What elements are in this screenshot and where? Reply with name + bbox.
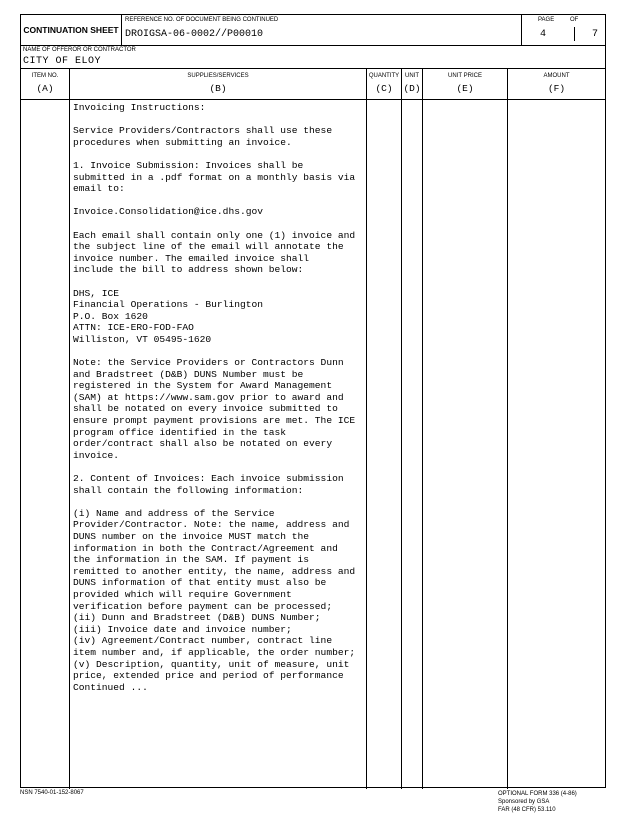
reference-value: DROIGSA-06-0002//P00010 (125, 29, 264, 40)
column-label: ITEM NO. (31, 73, 59, 79)
column-label: AMOUNT (543, 73, 570, 79)
paragraph: Service Providers/Contractors shall use these procedures when submitting an invoice. (73, 125, 333, 148)
column-label: QUANTITY (368, 73, 400, 79)
invoice-email: Invoice.Consolidation@ice.dhs.gov (73, 206, 263, 218)
column-divider (507, 69, 508, 789)
page-number: 4 (540, 29, 547, 40)
column-divider (422, 69, 423, 789)
form-line: OPTIONAL FORM 336 (4-86) (498, 791, 577, 797)
column-letter: (E) (456, 83, 474, 94)
column-letter: (B) (209, 83, 227, 94)
paragraph: Note: the Service Providers or Contractors Dunn and Bradstreet (D&B) DUNS Number must be registered in the System for Award Management (SAM) at https://www.sam.gov prior to award and shall be notated on every invoice submitted to ensure prompt payment provisions are met. The ICE program office identified in the task order/contract shall also be notated on every invoice. (73, 357, 356, 461)
column-divider (69, 69, 70, 789)
column-header-amount (508, 69, 605, 99)
paragraph: Each email shall contain only one (1) invoice and the subject line of the email will annotate the invoice number. The emailed invoice shall include the bill to address shown below: (73, 229, 356, 276)
paragraph: 1. Invoice Submission: Invoices shall be submitted in a .pdf format on a monthly basis via email to: (73, 159, 356, 195)
column-label: SUPPLIES/SERVICES (187, 73, 249, 79)
paragraph: 2. Content of Invoices: Each invoice submission shall contain the following information: (73, 473, 344, 496)
sheet-title: CONTINUATION SHEET (21, 15, 122, 45)
offeror-label: NAME OF OFFEROR OR CONTRACTOR (23, 47, 136, 53)
page-label: PAGE (538, 17, 555, 23)
column-letter: (D) (403, 83, 421, 94)
supplies-services-text (73, 102, 365, 705)
page-box (521, 15, 606, 45)
column-header-supplies (70, 69, 366, 99)
reference-label: REFERENCE NO. OF DOCUMENT BEING CONTINUED (125, 17, 279, 23)
column-header-unit-price (423, 69, 507, 99)
column-letter: (F) (547, 83, 566, 94)
bill-to-address: DHS, ICE Financial Operations - Burlington P.O. Box 1620 ATTN: ICE-ERO-FOD-FAO Williston, VT 05495-1620 (73, 287, 263, 345)
paragraph: (i) Name and address of the Service Provider/Contractor. Note: the name, address and DUNS number on the invoice MUST match the information in both the Contract/Agreement and the information in the SAM. If payment is remitted to another entity, the name, address and DUNS information of that entity must also be provided which will require Government verification before payment can be processed; (ii) Dunn and Bradstreet (D&B) DUNS Number; (iii) Invoice date and invoice number; (iv) Agreement/Contract number, contract line item number and, if applicable, the order number; (v) Description, quantity, unit of measure, unit price, extended price and period of performance Continued ... (73, 507, 356, 693)
form-footer (498, 790, 577, 814)
offeror-value: CITY OF ELOY (23, 56, 102, 67)
column-label: UNIT (405, 73, 419, 79)
form-line: Sponsored by GSA (498, 799, 550, 805)
column-header-item-no (21, 69, 69, 99)
continuation-sheet (20, 14, 606, 788)
column-header-quantity (367, 69, 401, 99)
offeror-row (21, 46, 605, 69)
header-row (21, 15, 605, 46)
form-line: FAR (48 CFR) 53.110 (498, 807, 556, 813)
column-divider (401, 69, 402, 789)
column-letter: (C) (375, 83, 393, 94)
paragraph: Invoicing Instructions: (73, 102, 206, 113)
of-label: OF (570, 17, 579, 23)
column-letter: (A) (36, 83, 54, 94)
page-total: 7 (592, 29, 599, 40)
column-label: UNIT PRICE (448, 73, 482, 79)
column-header-unit (402, 69, 422, 99)
nsn-footer: NSN 7540-01-152-8067 (20, 790, 84, 796)
column-header-row (21, 69, 605, 100)
column-divider (366, 69, 367, 789)
page-separator (574, 27, 575, 41)
